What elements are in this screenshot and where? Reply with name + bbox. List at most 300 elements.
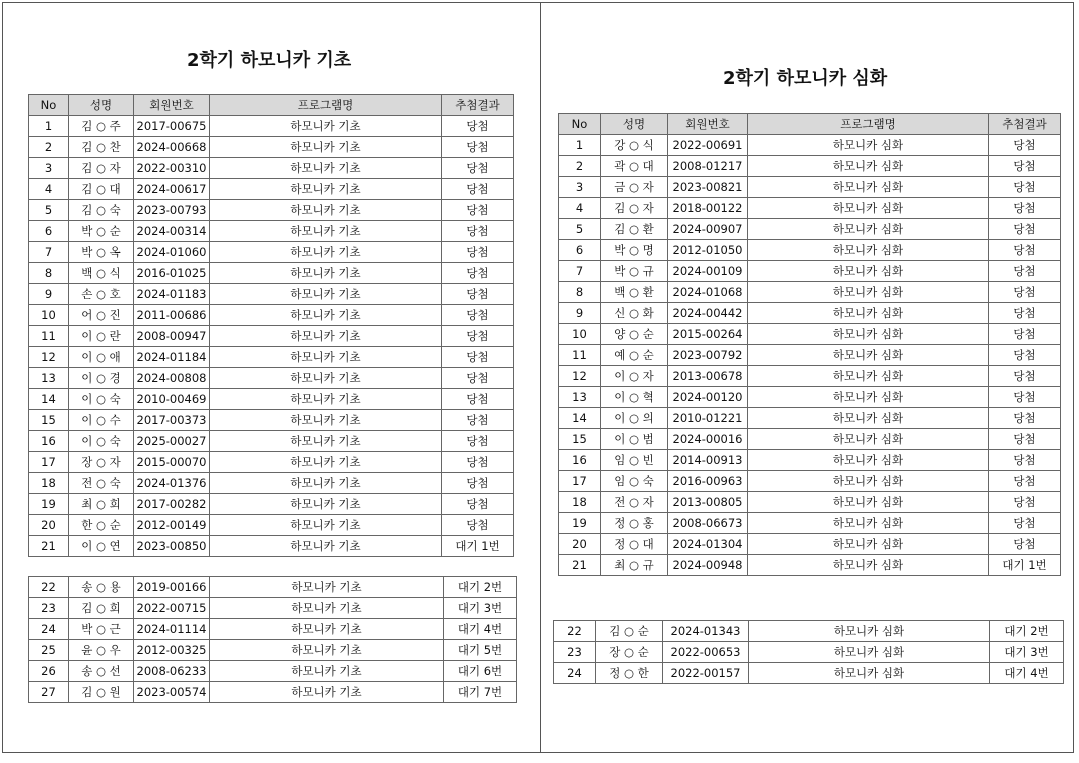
cell-result: 당첨	[442, 410, 514, 431]
cell-no: 13	[559, 387, 601, 408]
table-row	[29, 368, 514, 389]
cell-no: 1	[29, 116, 69, 137]
cell-program: 하모니카 심화	[748, 345, 989, 366]
cell-member-id: 2024-01114	[134, 619, 210, 640]
table-header-row	[559, 114, 1061, 135]
cell-no: 2	[559, 156, 601, 177]
cell-program: 하모니카 기초	[210, 305, 442, 326]
cell-no: 20	[559, 534, 601, 555]
cell-name: 신 ○ 화	[601, 303, 668, 324]
cell-name: 박 ○ 명	[601, 240, 668, 261]
cell-member-id: 2023-00821	[668, 177, 748, 198]
cell-program: 하모니카 기초	[210, 179, 442, 200]
cell-member-id: 2022-00715	[134, 598, 210, 619]
cell-member-id: 2023-00850	[134, 536, 210, 557]
cell-program: 하모니카 기초	[210, 137, 442, 158]
cell-program: 하모니카 심화	[748, 429, 989, 450]
cell-name: 최 ○ 규	[601, 555, 668, 576]
cell-member-id: 2024-00314	[134, 221, 210, 242]
table-row	[29, 326, 514, 347]
cell-program: 하모니카 기초	[210, 221, 442, 242]
cell-result: 당첨	[989, 240, 1061, 261]
cell-program: 하모니카 심화	[748, 555, 989, 576]
cell-no: 8	[559, 282, 601, 303]
cell-no: 8	[29, 263, 69, 284]
cell-program: 하모니카 기초	[210, 116, 442, 137]
cell-result: 당첨	[442, 221, 514, 242]
cell-name: 임 ○ 숙	[601, 471, 668, 492]
cell-member-id: 2010-01221	[668, 408, 748, 429]
table-row	[559, 513, 1061, 534]
cell-no: 20	[29, 515, 69, 536]
cell-no: 26	[29, 661, 69, 682]
cell-name: 김 ○ 대	[69, 179, 134, 200]
cell-member-id: 2014-00913	[668, 450, 748, 471]
cell-member-id: 2015-00070	[134, 452, 210, 473]
cell-name: 양 ○ 순	[601, 324, 668, 345]
cell-member-id: 2024-01068	[668, 282, 748, 303]
cell-name: 이 ○ 의	[601, 408, 668, 429]
table-row	[29, 200, 514, 221]
cell-member-id: 2024-01343	[663, 621, 749, 642]
cell-member-id: 2022-00310	[134, 158, 210, 179]
cell-name: 이 ○ 숙	[69, 431, 134, 452]
cell-result: 당첨	[442, 431, 514, 452]
cell-program: 하모니카 심화	[748, 240, 989, 261]
cell-program: 하모니카 심화	[748, 366, 989, 387]
cell-name: 박 ○ 규	[601, 261, 668, 282]
cell-no: 14	[29, 389, 69, 410]
table-row	[29, 577, 517, 598]
table-row	[559, 471, 1061, 492]
cell-result: 당첨	[989, 450, 1061, 471]
cell-name: 이 ○ 애	[69, 347, 134, 368]
cell-program: 하모니카 기초	[210, 326, 442, 347]
cell-program: 하모니카 심화	[749, 642, 990, 663]
cell-no: 5	[29, 200, 69, 221]
table-row	[29, 661, 517, 682]
header-no: No	[559, 114, 601, 135]
cell-member-id: 2017-00282	[134, 494, 210, 515]
cell-result: 당첨	[442, 368, 514, 389]
cell-program: 하모니카 기초	[210, 242, 442, 263]
cell-member-id: 2024-00668	[134, 137, 210, 158]
cell-member-id: 2024-00442	[668, 303, 748, 324]
cell-member-id: 2008-01217	[668, 156, 748, 177]
header-program: 프로그램명	[748, 114, 989, 135]
cell-program: 하모니카 심화	[748, 303, 989, 324]
cell-member-id: 2012-00325	[134, 640, 210, 661]
cell-program: 하모니카 기초	[210, 598, 444, 619]
cell-name: 이 ○ 수	[69, 410, 134, 431]
cell-program: 하모니카 기초	[210, 389, 442, 410]
table-row	[559, 408, 1061, 429]
cell-result: 당첨	[989, 156, 1061, 177]
header-result: 추첨결과	[989, 114, 1061, 135]
table-header-row	[29, 95, 514, 116]
cell-no: 15	[29, 410, 69, 431]
cell-result: 당첨	[989, 198, 1061, 219]
right-results-table	[558, 113, 1061, 576]
cell-no: 15	[559, 429, 601, 450]
header-no: No	[29, 95, 69, 116]
table-row	[29, 284, 514, 305]
table-row	[559, 429, 1061, 450]
table-row	[559, 135, 1061, 156]
table-row	[29, 598, 517, 619]
cell-no: 18	[29, 473, 69, 494]
table-row	[554, 663, 1064, 684]
cell-no: 12	[29, 347, 69, 368]
cell-no: 22	[554, 621, 596, 642]
cell-result: 당첨	[989, 303, 1061, 324]
cell-member-id: 2024-00120	[668, 387, 748, 408]
table-row	[29, 536, 514, 557]
cell-name: 손 ○ 호	[69, 284, 134, 305]
cell-name: 이 ○ 혁	[601, 387, 668, 408]
cell-program: 하모니카 기초	[210, 682, 444, 703]
table-row	[29, 452, 514, 473]
cell-no: 9	[559, 303, 601, 324]
table-row	[559, 324, 1061, 345]
cell-result: 대기 7번	[444, 682, 517, 703]
table-row	[29, 263, 514, 284]
cell-no: 27	[29, 682, 69, 703]
cell-program: 하모니카 심화	[748, 534, 989, 555]
cell-member-id: 2024-01060	[134, 242, 210, 263]
cell-no: 21	[29, 536, 69, 557]
cell-no: 9	[29, 284, 69, 305]
cell-name: 김 ○ 원	[69, 682, 134, 703]
cell-name: 금 ○ 자	[601, 177, 668, 198]
cell-no: 19	[559, 513, 601, 534]
cell-name: 최 ○ 희	[69, 494, 134, 515]
left-waitlist-table	[28, 576, 517, 703]
cell-program: 하모니카 심화	[748, 450, 989, 471]
table-row	[29, 305, 514, 326]
cell-name: 이 ○ 경	[69, 368, 134, 389]
cell-program: 하모니카 심화	[748, 135, 989, 156]
cell-member-id: 2010-00469	[134, 389, 210, 410]
cell-no: 18	[559, 492, 601, 513]
table-row	[559, 261, 1061, 282]
cell-name: 이 ○ 범	[601, 429, 668, 450]
cell-result: 당첨	[989, 513, 1061, 534]
cell-member-id: 2018-00122	[668, 198, 748, 219]
table-row	[554, 621, 1064, 642]
cell-name: 한 ○ 순	[69, 515, 134, 536]
cell-no: 24	[554, 663, 596, 684]
table-row	[29, 682, 517, 703]
cell-result: 대기 1번	[989, 555, 1061, 576]
cell-result: 당첨	[989, 492, 1061, 513]
table-row	[559, 282, 1061, 303]
cell-name: 곽 ○ 대	[601, 156, 668, 177]
cell-result: 대기 3번	[444, 598, 517, 619]
table-row	[559, 240, 1061, 261]
cell-program: 하모니카 심화	[748, 177, 989, 198]
cell-no: 4	[559, 198, 601, 219]
cell-member-id: 2023-00793	[134, 200, 210, 221]
cell-result: 당첨	[989, 177, 1061, 198]
cell-no: 10	[559, 324, 601, 345]
cell-program: 하모니카 심화	[748, 156, 989, 177]
cell-program: 하모니카 심화	[749, 621, 990, 642]
cell-no: 10	[29, 305, 69, 326]
cell-member-id: 2016-00963	[668, 471, 748, 492]
cell-member-id: 2016-01025	[134, 263, 210, 284]
cell-program: 하모니카 기초	[210, 536, 442, 557]
cell-member-id: 2024-00016	[668, 429, 748, 450]
cell-result: 당첨	[989, 429, 1061, 450]
cell-name: 정 ○ 대	[601, 534, 668, 555]
cell-result: 당첨	[442, 179, 514, 200]
table-row	[29, 431, 514, 452]
cell-name: 정 ○ 한	[596, 663, 663, 684]
cell-program: 하모니카 심화	[749, 663, 990, 684]
cell-member-id: 2008-00947	[134, 326, 210, 347]
cell-name: 강 ○ 식	[601, 135, 668, 156]
table-row	[559, 198, 1061, 219]
cell-name: 김 ○ 희	[69, 598, 134, 619]
cell-no: 19	[29, 494, 69, 515]
table-row	[559, 492, 1061, 513]
cell-member-id: 2022-00691	[668, 135, 748, 156]
cell-result: 대기 6번	[444, 661, 517, 682]
cell-name: 윤 ○ 우	[69, 640, 134, 661]
cell-member-id: 2024-00948	[668, 555, 748, 576]
cell-member-id: 2024-00808	[134, 368, 210, 389]
table-row	[559, 345, 1061, 366]
table-row	[559, 387, 1061, 408]
cell-no: 25	[29, 640, 69, 661]
cell-no: 2	[29, 137, 69, 158]
cell-member-id: 2024-01304	[668, 534, 748, 555]
cell-no: 5	[559, 219, 601, 240]
cell-no: 3	[29, 158, 69, 179]
cell-result: 대기 1번	[442, 536, 514, 557]
cell-name: 이 ○ 연	[69, 536, 134, 557]
table-row	[559, 534, 1061, 555]
cell-no: 1	[559, 135, 601, 156]
cell-member-id: 2023-00574	[134, 682, 210, 703]
cell-member-id: 2015-00264	[668, 324, 748, 345]
cell-result: 당첨	[442, 326, 514, 347]
cell-result: 당첨	[989, 261, 1061, 282]
cell-name: 김 ○ 자	[69, 158, 134, 179]
cell-program: 하모니카 기초	[210, 200, 442, 221]
cell-member-id: 2024-01184	[134, 347, 210, 368]
cell-result: 당첨	[442, 452, 514, 473]
header-member-id: 회원번호	[668, 114, 748, 135]
cell-name: 김 ○ 주	[69, 116, 134, 137]
table-row	[29, 473, 514, 494]
cell-name: 백 ○ 환	[601, 282, 668, 303]
cell-program: 하모니카 기초	[210, 640, 444, 661]
table-row	[29, 494, 514, 515]
cell-result: 당첨	[442, 116, 514, 137]
cell-program: 하모니카 심화	[748, 513, 989, 534]
cell-no: 11	[29, 326, 69, 347]
cell-result: 당첨	[442, 515, 514, 536]
cell-member-id: 2012-00149	[134, 515, 210, 536]
left-results-table	[28, 94, 514, 557]
table-row	[29, 347, 514, 368]
table-row	[29, 640, 517, 661]
table-row	[559, 366, 1061, 387]
cell-member-id: 2008-06233	[134, 661, 210, 682]
cell-name: 전 ○ 숙	[69, 473, 134, 494]
cell-program: 하모니카 기초	[210, 515, 442, 536]
cell-no: 12	[559, 366, 601, 387]
cell-result: 당첨	[442, 473, 514, 494]
cell-program: 하모니카 기초	[210, 473, 442, 494]
cell-program: 하모니카 심화	[748, 471, 989, 492]
cell-result: 당첨	[989, 219, 1061, 240]
cell-result: 당첨	[442, 242, 514, 263]
table-row	[559, 450, 1061, 471]
table-row	[29, 158, 514, 179]
cell-member-id: 2022-00157	[663, 663, 749, 684]
cell-member-id: 2013-00678	[668, 366, 748, 387]
cell-no: 17	[559, 471, 601, 492]
table-row	[29, 410, 514, 431]
cell-result: 당첨	[989, 324, 1061, 345]
table-row	[554, 642, 1064, 663]
cell-no: 3	[559, 177, 601, 198]
cell-program: 하모니카 심화	[748, 324, 989, 345]
cell-no: 6	[29, 221, 69, 242]
cell-no: 7	[29, 242, 69, 263]
cell-no: 23	[29, 598, 69, 619]
cell-result: 당첨	[989, 282, 1061, 303]
cell-name: 송 ○ 선	[69, 661, 134, 682]
cell-member-id: 2025-00027	[134, 431, 210, 452]
cell-name: 김 ○ 찬	[69, 137, 134, 158]
table-row	[29, 137, 514, 158]
cell-name: 장 ○ 자	[69, 452, 134, 473]
cell-result: 대기 3번	[990, 642, 1064, 663]
cell-name: 전 ○ 자	[601, 492, 668, 513]
cell-result: 당첨	[442, 305, 514, 326]
cell-name: 김 ○ 자	[601, 198, 668, 219]
cell-program: 하모니카 심화	[748, 198, 989, 219]
cell-result: 당첨	[442, 263, 514, 284]
table-row	[29, 179, 514, 200]
cell-no: 17	[29, 452, 69, 473]
cell-name: 장 ○ 순	[596, 642, 663, 663]
cell-member-id: 2022-00653	[663, 642, 749, 663]
cell-member-id: 2013-00805	[668, 492, 748, 513]
cell-program: 하모니카 기초	[210, 410, 442, 431]
table-row	[559, 177, 1061, 198]
cell-name: 박 ○ 옥	[69, 242, 134, 263]
cell-result: 당첨	[442, 137, 514, 158]
cell-name: 김 ○ 숙	[69, 200, 134, 221]
header-result: 추첨결과	[442, 95, 514, 116]
cell-program: 하모니카 심화	[748, 492, 989, 513]
cell-name: 김 ○ 환	[601, 219, 668, 240]
header-name: 성명	[69, 95, 134, 116]
cell-program: 하모니카 기초	[210, 577, 444, 598]
cell-program: 하모니카 기초	[210, 158, 442, 179]
cell-program: 하모니카 심화	[748, 282, 989, 303]
cell-program: 하모니카 심화	[748, 219, 989, 240]
cell-program: 하모니카 심화	[748, 408, 989, 429]
table-row	[559, 555, 1061, 576]
cell-no: 24	[29, 619, 69, 640]
header-name: 성명	[601, 114, 668, 135]
cell-name: 예 ○ 순	[601, 345, 668, 366]
cell-result: 당첨	[989, 135, 1061, 156]
cell-no: 13	[29, 368, 69, 389]
cell-result: 대기 2번	[444, 577, 517, 598]
cell-program: 하모니카 기초	[210, 494, 442, 515]
cell-program: 하모니카 기초	[210, 619, 444, 640]
cell-no: 14	[559, 408, 601, 429]
cell-result: 당첨	[442, 494, 514, 515]
cell-no: 6	[559, 240, 601, 261]
right-waitlist-table	[553, 620, 1064, 684]
cell-no: 7	[559, 261, 601, 282]
cell-no: 11	[559, 345, 601, 366]
cell-name: 백 ○ 식	[69, 263, 134, 284]
cell-program: 하모니카 기초	[210, 347, 442, 368]
left-title: 2학기 하모니카 기초	[187, 50, 352, 71]
cell-result: 당첨	[442, 158, 514, 179]
table-row	[29, 221, 514, 242]
cell-name: 어 ○ 진	[69, 305, 134, 326]
table-row	[559, 156, 1061, 177]
cell-name: 정 ○ 홍	[601, 513, 668, 534]
table-row	[29, 619, 517, 640]
cell-member-id: 2023-00792	[668, 345, 748, 366]
cell-name: 김 ○ 순	[596, 621, 663, 642]
cell-result: 당첨	[989, 345, 1061, 366]
cell-program: 하모니카 기초	[210, 368, 442, 389]
table-row	[559, 303, 1061, 324]
cell-no: 22	[29, 577, 69, 598]
cell-member-id: 2012-01050	[668, 240, 748, 261]
right-title: 2학기 하모니카 심화	[723, 68, 888, 89]
cell-program: 하모니카 기초	[210, 452, 442, 473]
cell-program: 하모니카 기초	[210, 284, 442, 305]
cell-member-id: 2017-00373	[134, 410, 210, 431]
cell-no: 21	[559, 555, 601, 576]
cell-name: 이 ○ 란	[69, 326, 134, 347]
cell-no: 16	[29, 431, 69, 452]
table-row	[29, 389, 514, 410]
cell-name: 이 ○ 자	[601, 366, 668, 387]
cell-name: 송 ○ 용	[69, 577, 134, 598]
cell-result: 대기 2번	[990, 621, 1064, 642]
cell-result: 당첨	[989, 471, 1061, 492]
cell-program: 하모니카 심화	[748, 387, 989, 408]
cell-result: 당첨	[442, 347, 514, 368]
cell-member-id: 2008-06673	[668, 513, 748, 534]
cell-result: 대기 4번	[444, 619, 517, 640]
cell-result: 당첨	[442, 200, 514, 221]
cell-no: 4	[29, 179, 69, 200]
table-row	[29, 116, 514, 137]
cell-member-id: 2011-00686	[134, 305, 210, 326]
cell-program: 하모니카 기초	[210, 263, 442, 284]
cell-result: 대기 4번	[990, 663, 1064, 684]
cell-member-id: 2024-00109	[668, 261, 748, 282]
cell-name: 박 ○ 근	[69, 619, 134, 640]
cell-result: 당첨	[989, 534, 1061, 555]
cell-member-id: 2024-00617	[134, 179, 210, 200]
